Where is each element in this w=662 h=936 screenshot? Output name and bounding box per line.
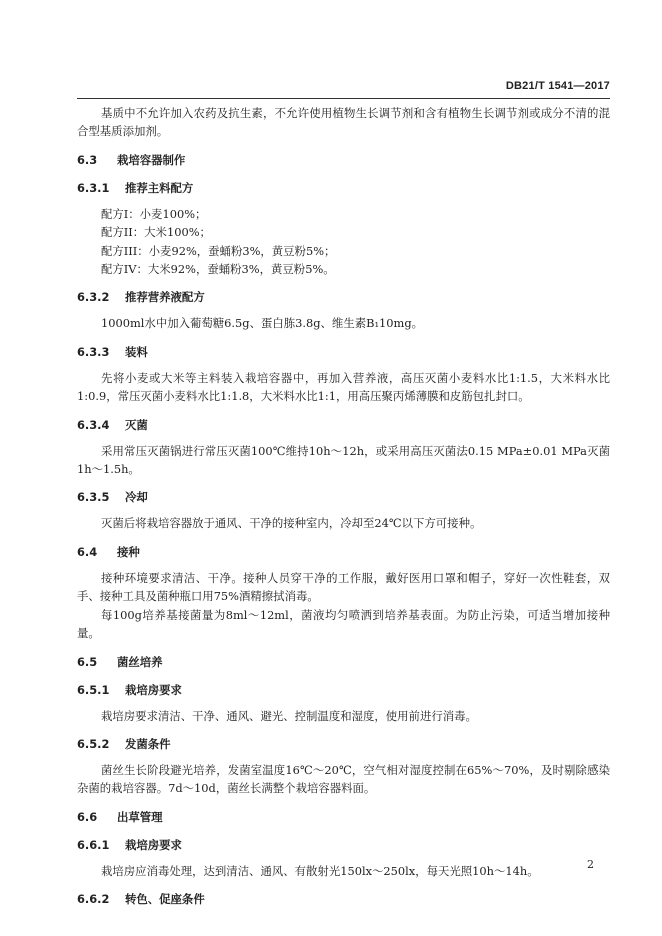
section-6-3-5-heading — [77, 488, 610, 506]
section-6-3-heading — [77, 151, 610, 169]
section-6-5-2-heading — [77, 735, 610, 753]
section-number: 6.5.1 — [77, 682, 110, 697]
section-6-6-2-heading — [77, 890, 610, 908]
formula-item: 配方IV：大米92%，蚕蛹粉3%，黄豆粉5%。 — [101, 262, 335, 277]
section-6-3-4-text: 采用常压灭菌锅进行常压灭菌100℃维持10h～12h，或采用高压灭菌法0.15 MPa±0.01 MPa灭菌1h～1.5h。 — [77, 443, 610, 477]
section-title: 冷却 — [124, 490, 148, 505]
section-number: 6.3.2 — [77, 290, 110, 305]
section-title: 栽培房要求 — [124, 837, 182, 852]
page-number: 2 — [587, 858, 594, 871]
formula-item: 配方III：小麦92%，蚕蛹粉3%，黄豆粉5%； — [101, 243, 336, 258]
section-6-3-5-text: 灭菌后将栽培容器放于通风、干净的接种室内，冷却至24℃以下方可接种。 — [101, 516, 482, 531]
section-title: 推荐主料配方 — [124, 180, 194, 195]
formula-item: 配方II：大米100%； — [101, 225, 211, 240]
section-number: 6.3.5 — [77, 490, 110, 505]
section-number: 6.3.1 — [77, 180, 110, 195]
section-6-3-3-heading — [77, 343, 610, 361]
formula-item: 配方I：小麦100%； — [101, 206, 207, 221]
document-code: DB21/T 1541—2017 — [505, 80, 610, 92]
section-number: 6.3.3 — [77, 344, 110, 359]
section-6-3-1-heading — [77, 179, 610, 197]
section-6-3-3-text: 先将小麦或大米等主料装入栽培容器中，再加入营养液，高压灭菌小麦料水比1:1.5，大米料水比1:0.9，常压灭菌小麦料水比1:1.8，大米料水比1:1，用高压聚丙烯薄膜和皮筋包扎封口。 — [77, 370, 610, 404]
section-6-6-1-heading — [77, 836, 610, 854]
section-6-6-heading — [77, 808, 610, 826]
section-title: 灭菌 — [124, 417, 148, 432]
section-6-5-2-text: 菌丝生长阶段避光培养，发菌室温度16℃～20℃，空气相对湿度控制在65%～70%，及时剔除感染杂菌的栽培容器。7d～10d，菌丝长满整个栽培容器料面。 — [77, 762, 610, 796]
section-6-3-4-heading — [77, 416, 610, 434]
section-title: 转色、促座条件 — [124, 892, 205, 907]
section-6-5-1-heading — [77, 681, 610, 699]
section-title: 发菌条件 — [124, 736, 171, 751]
section-title: 装料 — [124, 344, 148, 359]
section-title: 菌丝培养 — [116, 654, 163, 669]
section-6-5-1-text: 栽培房要求清洁、干净、通风、避光、控制温度和湿度，使用前进行消毒。 — [101, 708, 477, 723]
section-6-4-text-2: 每100g培养基接菌量为8ml～12ml，菌液均匀喷洒到培养基表面。为防止污染，可适当增加接种量。 — [77, 607, 610, 641]
section-number: 6.6.1 — [77, 837, 110, 852]
section-title: 栽培容器制作 — [116, 152, 186, 167]
section-6-3-2-text: 1000ml水中加入葡萄糖6.5g、蛋白胨3.8g、维生素B₁10mg。 — [101, 316, 424, 331]
section-number: 6.4 — [77, 544, 98, 559]
section-number: 6.6.2 — [77, 892, 110, 907]
section-6-3-2-heading — [77, 288, 610, 306]
section-number: 6.3.4 — [77, 417, 110, 432]
section-title: 出草管理 — [116, 809, 163, 824]
section-number: 6.6 — [77, 809, 98, 824]
section-number: 6.5 — [77, 654, 98, 669]
header-rule — [77, 98, 610, 99]
section-number: 6.5.2 — [77, 736, 110, 751]
section-6-4-heading — [77, 543, 610, 561]
section-title: 推荐营养液配方 — [124, 290, 205, 305]
page-content — [77, 104, 610, 916]
section-title: 接种 — [116, 544, 140, 559]
section-6-4-text-1: 接种环境要求清洁、干净。接种人员穿干净的工作服，戴好医用口罩和帽子，穿好一次性鞋套，双手、接种工具及菌种瓶口用75%酒精擦拭消毒。 — [77, 570, 610, 604]
section-number: 6.3 — [77, 152, 98, 167]
intro-paragraph: 基质中不允许加入农药及抗生素，不允许使用植物生长调节剂和含有植物生长调节剂或成分不清的混合型基质添加剂。 — [77, 106, 610, 139]
section-title: 栽培房要求 — [124, 682, 182, 697]
section-6-6-1-text: 栽培房应消毒处理，达到清洁、通风、有散射光150lx～250lx，每天光照10h～14h。 — [101, 863, 539, 878]
section-6-5-heading — [77, 653, 610, 671]
